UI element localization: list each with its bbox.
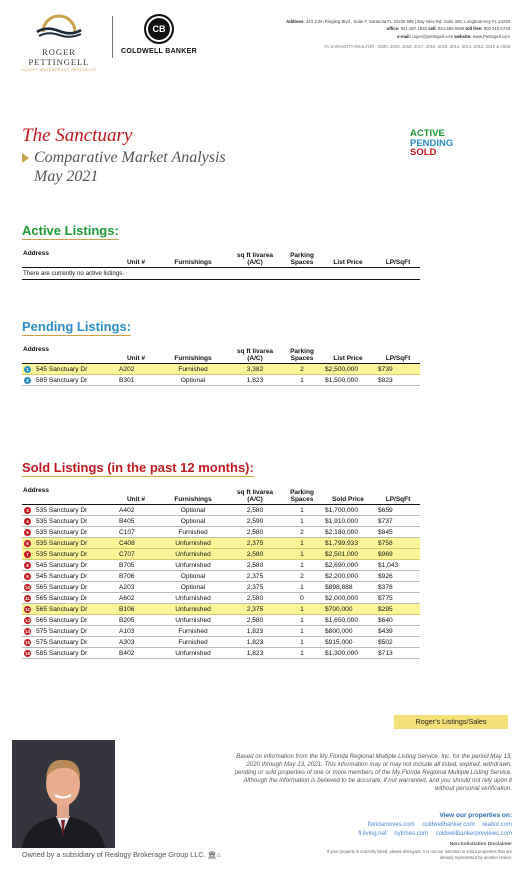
status-key-sold: SOLD — [410, 147, 437, 158]
cell-furnishings: Optional — [180, 584, 206, 591]
cell-furnishings: Furnished — [178, 639, 208, 646]
cell-parking: 1 — [300, 606, 304, 613]
cell-price: $2,501,000 — [325, 551, 359, 558]
pending-table-header: Address Unit # Furnishings sq ft livarea (A/C) Parking Spaces List Price LP/SqFt — [22, 340, 420, 364]
cell-price: $700,000 — [325, 606, 353, 613]
cell-lp-sqft: $845 — [378, 529, 393, 536]
cell-address: 585 Sanctuary Dr — [36, 377, 88, 384]
cell-parking: 2 — [300, 366, 304, 373]
table-row — [22, 516, 420, 527]
cell-parking: 1 — [300, 584, 304, 591]
table-row — [22, 615, 420, 626]
sold-listings-section — [22, 459, 420, 659]
listing-number-marker: 4 — [24, 518, 31, 525]
table-row — [22, 375, 420, 386]
brand-left-tagline: LUXURY WATERFRONT SPECIALIST — [20, 68, 98, 72]
cell-address: 565 Sanctuary Dr — [36, 606, 88, 613]
cell-price: $1,910,000 — [325, 518, 359, 525]
cell-price: $2,180,000 — [325, 529, 359, 536]
cell-price: $1,500,000 — [325, 377, 359, 384]
listing-number-marker: 12 — [24, 607, 30, 612]
cell-address: 535 Sanctuary Dr — [36, 551, 88, 558]
roger-pettingell-logo — [14, 14, 104, 72]
cell-lp-sqft: $758 — [378, 540, 393, 547]
cell-sqft: 2,580 — [246, 595, 264, 602]
cell-sqft: 1,823 — [246, 650, 264, 657]
listing-number-marker: 14 — [24, 629, 30, 634]
listing-number-marker: 6 — [24, 540, 31, 547]
link-coldwellbanker[interactable]: coldwellbanker.com — [422, 822, 475, 828]
table-row — [22, 582, 420, 593]
report-title-block — [22, 125, 226, 186]
cell-address: 565 Sanctuary Dr — [36, 584, 88, 591]
cell-sqft: 2,580 — [246, 529, 264, 536]
rogers-listings-button[interactable]: Roger's Listings/Sales — [394, 715, 508, 729]
cell-sqft: 3,382 — [246, 366, 264, 373]
listing-number-marker: 8 — [24, 562, 31, 569]
cell-furnishings: Unfurnished — [175, 606, 211, 613]
cell-unit: C107 — [119, 529, 135, 536]
logo-divider — [112, 16, 113, 58]
cell-sqft: 2,580 — [246, 551, 264, 558]
cell-parking: 1 — [300, 639, 304, 646]
cell-sqft: 2,580 — [246, 562, 264, 569]
cell-price: $1,300,000 — [325, 650, 359, 657]
equal-housing-icon: 🏛⌂ — [207, 850, 221, 859]
cell-address: 545 Sanctuary Dr — [36, 573, 88, 580]
cell-address: 565 Sanctuary Dr — [36, 595, 88, 602]
cell-furnishings: Unfurnished — [175, 540, 211, 547]
listing-number-marker: 2 — [24, 377, 31, 384]
awards-line: #1 SARASOTA REALTOR - 2020, 2019, 2018, 2017, 2016, 2015, 2014, 2013, 2012, 2010 & 2008 — [324, 43, 510, 49]
cell-furnishings: Furnished — [178, 366, 208, 373]
cell-unit: B205 — [119, 617, 135, 624]
cell-lp-sqft: $378 — [378, 584, 393, 591]
table-row — [22, 571, 420, 582]
report-subtitle: Comparative Market Analysis — [22, 149, 226, 167]
cell-furnishings: Unfurnished — [175, 617, 211, 624]
cell-lp-sqft: $659 — [378, 507, 393, 514]
cell-unit: B301 — [119, 377, 135, 384]
cell-parking: 1 — [300, 650, 304, 657]
cell-price: $1,650,000 — [325, 617, 359, 624]
sunrise-wave-icon — [33, 14, 85, 40]
cell-lp-sqft: $775 — [378, 595, 393, 602]
cell-parking: 1 — [300, 518, 304, 525]
cell-furnishings: Unfurnished — [175, 595, 211, 602]
table-row — [22, 527, 420, 538]
cell-sqft: 1,823 — [246, 639, 264, 646]
listing-number-marker: 3 — [24, 507, 31, 514]
cell-price: $2,000,000 — [325, 595, 359, 602]
agent-photo — [12, 740, 115, 848]
cell-unit: A602 — [119, 595, 135, 602]
cell-furnishings: Optional — [180, 377, 206, 384]
pending-listings-heading: Pending Listings: — [22, 319, 132, 334]
cell-sqft: 2,590 — [246, 518, 264, 525]
cell-price: $915,000 — [325, 639, 353, 646]
cell-address: 535 Sanctuary Dr — [36, 518, 88, 525]
table-row — [22, 538, 420, 549]
listing-number-marker: 15 — [24, 640, 30, 645]
cell-sqft: 2,580 — [246, 507, 264, 514]
cell-parking: 1 — [300, 617, 304, 624]
cell-price: $800,000 — [325, 628, 353, 635]
table-row — [22, 549, 420, 560]
table-row — [22, 648, 420, 659]
cell-furnishings: Optional — [180, 573, 206, 580]
cell-sqft: 2,580 — [246, 617, 264, 624]
cell-lp-sqft: $737 — [378, 518, 393, 525]
cell-price: $2,690,000 — [325, 562, 359, 569]
brand-left-name: ROGER PETTINGELL — [28, 47, 90, 67]
cell-parking: 1 — [300, 540, 304, 547]
cell-price: $898,888 — [325, 584, 353, 591]
listing-number-marker: 7 — [24, 551, 31, 558]
cell-unit: A402 — [119, 507, 135, 514]
report-date: May 2021 — [34, 168, 99, 185]
cell-parking: 1 — [300, 377, 304, 384]
cell-parking: 1 — [300, 562, 304, 569]
cell-furnishings: Optional — [180, 518, 206, 525]
sold-table-body — [22, 505, 420, 659]
page-title: The Sanctuary — [22, 125, 133, 146]
email-line: e-mail: roger@pettingell.com website: www.Pettingell.com — [397, 33, 510, 39]
listing-number-marker: 16 — [24, 651, 30, 656]
sold-table-header: Address Unit # Furnishings sq ft livarea (A/C) Parking Spaces Sold Price LP/SqFt — [22, 481, 420, 505]
link-fl-living[interactable]: fl.living.net — [358, 830, 387, 837]
cell-sqft: 2,375 — [246, 606, 264, 613]
cell-unit: A203 — [119, 584, 135, 591]
cell-furnishings: Furnished — [178, 628, 208, 635]
cell-lp-sqft: $969 — [378, 551, 393, 558]
table-row — [22, 505, 420, 516]
listing-number-marker: 11 — [25, 596, 30, 601]
cell-parking: 1 — [300, 628, 304, 635]
cell-lp-sqft: $713 — [378, 650, 393, 657]
cell-parking: 1 — [300, 551, 304, 558]
brand-right-name: COLDWELL BANKER — [121, 48, 197, 55]
cell-address: 565 Sanctuary Dr — [36, 617, 88, 624]
cell-price: $1,700,000 — [325, 507, 359, 514]
listing-number-marker: 9 — [24, 573, 31, 580]
cell-lp-sqft: $926 — [378, 573, 393, 580]
cell-unit: A303 — [119, 639, 135, 646]
link-nytimes[interactable]: nytimes.com — [394, 830, 428, 837]
contact-info — [210, 18, 510, 50]
mls-disclaimer: Based on information from the My Florida Regional Multiple Listing Service, Inc. for the period May 13, 2020 through May 13, 2021. This information may or may not include all listed, expired, withdrawn, pending or sold properties of one or more members of the My Florida Regional Multiple Listing Service. Although the information is believed to be accurate, if not warranted, and you should not rely upon it without personal verification. — [234, 753, 512, 792]
cell-address: 575 Sanctuary Dr — [36, 639, 88, 646]
cell-lp-sqft: $439 — [378, 628, 393, 635]
link-cb-previews[interactable]: coldwellbankerpreviews.com — [435, 830, 512, 837]
link-floridamoves[interactable]: floridamoves.com — [367, 822, 415, 828]
phone-line: office: 941.387.1840 cell: 941.586.6688 toll free: 800.910.6728 — [386, 26, 510, 32]
property-links — [312, 821, 512, 838]
sold-listings-heading: Sold Listings (in the past 12 months): — [22, 460, 254, 475]
table-row — [22, 593, 420, 604]
cell-furnishings: Furnished — [178, 529, 208, 536]
cell-address: 545 Sanctuary Dr — [36, 562, 88, 569]
cell-lp-sqft: $739 — [378, 366, 393, 373]
cell-unit: B405 — [119, 518, 135, 525]
cell-price: $2,500,000 — [325, 366, 359, 373]
non-solicitation-text: If your property is currently listed, please disregard. It is not our intention to solicit properties that are already represented by another broker. — [326, 849, 512, 860]
pending-listings-section — [22, 318, 420, 386]
cell-sqft: 2,375 — [246, 540, 264, 547]
cell-unit: C408 — [119, 540, 135, 547]
cell-price: $1,799,933 — [325, 540, 359, 547]
cell-unit: B106 — [119, 606, 135, 613]
non-solicitation-heading: Non-Solicitation Disclaimer — [449, 842, 512, 847]
table-row — [22, 637, 420, 648]
cell-unit: C707 — [119, 551, 135, 558]
listing-number-marker: 5 — [24, 529, 31, 536]
table-row — [22, 560, 420, 571]
table-row — [22, 626, 420, 637]
link-realtor[interactable]: realtor.com — [482, 822, 512, 828]
cell-lp-sqft: $502 — [378, 639, 393, 646]
cell-price: $2,200,000 — [325, 573, 359, 580]
cell-furnishings: Unfurnished — [175, 562, 211, 569]
cell-unit: B706 — [119, 573, 135, 580]
cell-sqft: 1,823 — [246, 377, 264, 384]
cell-parking: 2 — [300, 529, 304, 536]
listing-number-marker: 10 — [24, 585, 30, 590]
status-key-active: ACTIVE — [410, 128, 445, 139]
cell-furnishings: Unfurnished — [175, 551, 211, 558]
active-empty-message: There are currently no active listings. — [22, 268, 420, 280]
website-link[interactable]: www.Pettingell.com — [472, 33, 510, 39]
cell-address: 545 Sanctuary Dr — [36, 366, 88, 373]
table-row — [22, 604, 420, 615]
listing-number-marker: 1 — [24, 366, 31, 373]
cell-parking: 2 — [300, 573, 304, 580]
cell-sqft: 1,823 — [246, 628, 264, 635]
cell-address: 575 Sanctuary Dr — [36, 628, 88, 635]
cell-address: 535 Sanctuary Dr — [36, 540, 88, 547]
status-key-pending: PENDING — [410, 137, 454, 149]
cell-unit: A202 — [119, 366, 135, 373]
table-row — [22, 364, 420, 375]
cell-unit: B705 — [119, 562, 135, 569]
cell-lp-sqft: $1,043 — [378, 562, 399, 569]
cell-furnishings: Optional — [180, 507, 206, 514]
view-properties-heading: View our properties on: — [439, 812, 512, 819]
active-listings-section — [22, 222, 420, 280]
listing-number-marker: 13 — [24, 618, 30, 623]
address-line: Address: 443 John Ringling Blvd., Suite F, Sarasota FL 34236 595 | Bay Isles Rd. Suite 250, Longboat Key FL 34228 — [286, 19, 510, 24]
pending-table-body — [22, 364, 420, 386]
cell-furnishings: Unfurnished — [175, 650, 211, 657]
email-link[interactable]: roger@pettingell.com — [412, 33, 454, 39]
cell-lp-sqft: $295 — [378, 606, 393, 613]
cell-parking: 1 — [300, 507, 304, 514]
cell-unit: A103 — [119, 628, 135, 635]
cell-lp-sqft: $640 — [378, 617, 393, 624]
cell-parking: 0 — [300, 595, 304, 602]
active-table-header: Address Unit # Furnishings sq ft livarea (A/C) Parking Spaces List Price LP/SqFt — [22, 244, 420, 268]
cell-lp-sqft: $823 — [378, 377, 393, 384]
cell-address: 535 Sanctuary Dr — [36, 507, 88, 514]
active-listings-heading: Active Listings: — [22, 223, 119, 238]
status-key — [410, 129, 453, 158]
cell-sqft: 2,375 — [246, 573, 264, 580]
cb-seal-icon: CB — [144, 14, 174, 44]
triangle-bullet-icon — [22, 153, 29, 163]
cell-address: 585 Sanctuary Dr — [36, 650, 88, 657]
coldwell-banker-logo — [118, 14, 200, 55]
ownership-notice: Owned by a subsidiary of Realogy Brokerage Group LLC. 🏛⌂ — [22, 850, 221, 859]
cell-address: 535 Sanctuary Dr — [36, 529, 88, 536]
cell-sqft: 2,375 — [246, 584, 264, 591]
cell-unit: B402 — [119, 650, 135, 657]
